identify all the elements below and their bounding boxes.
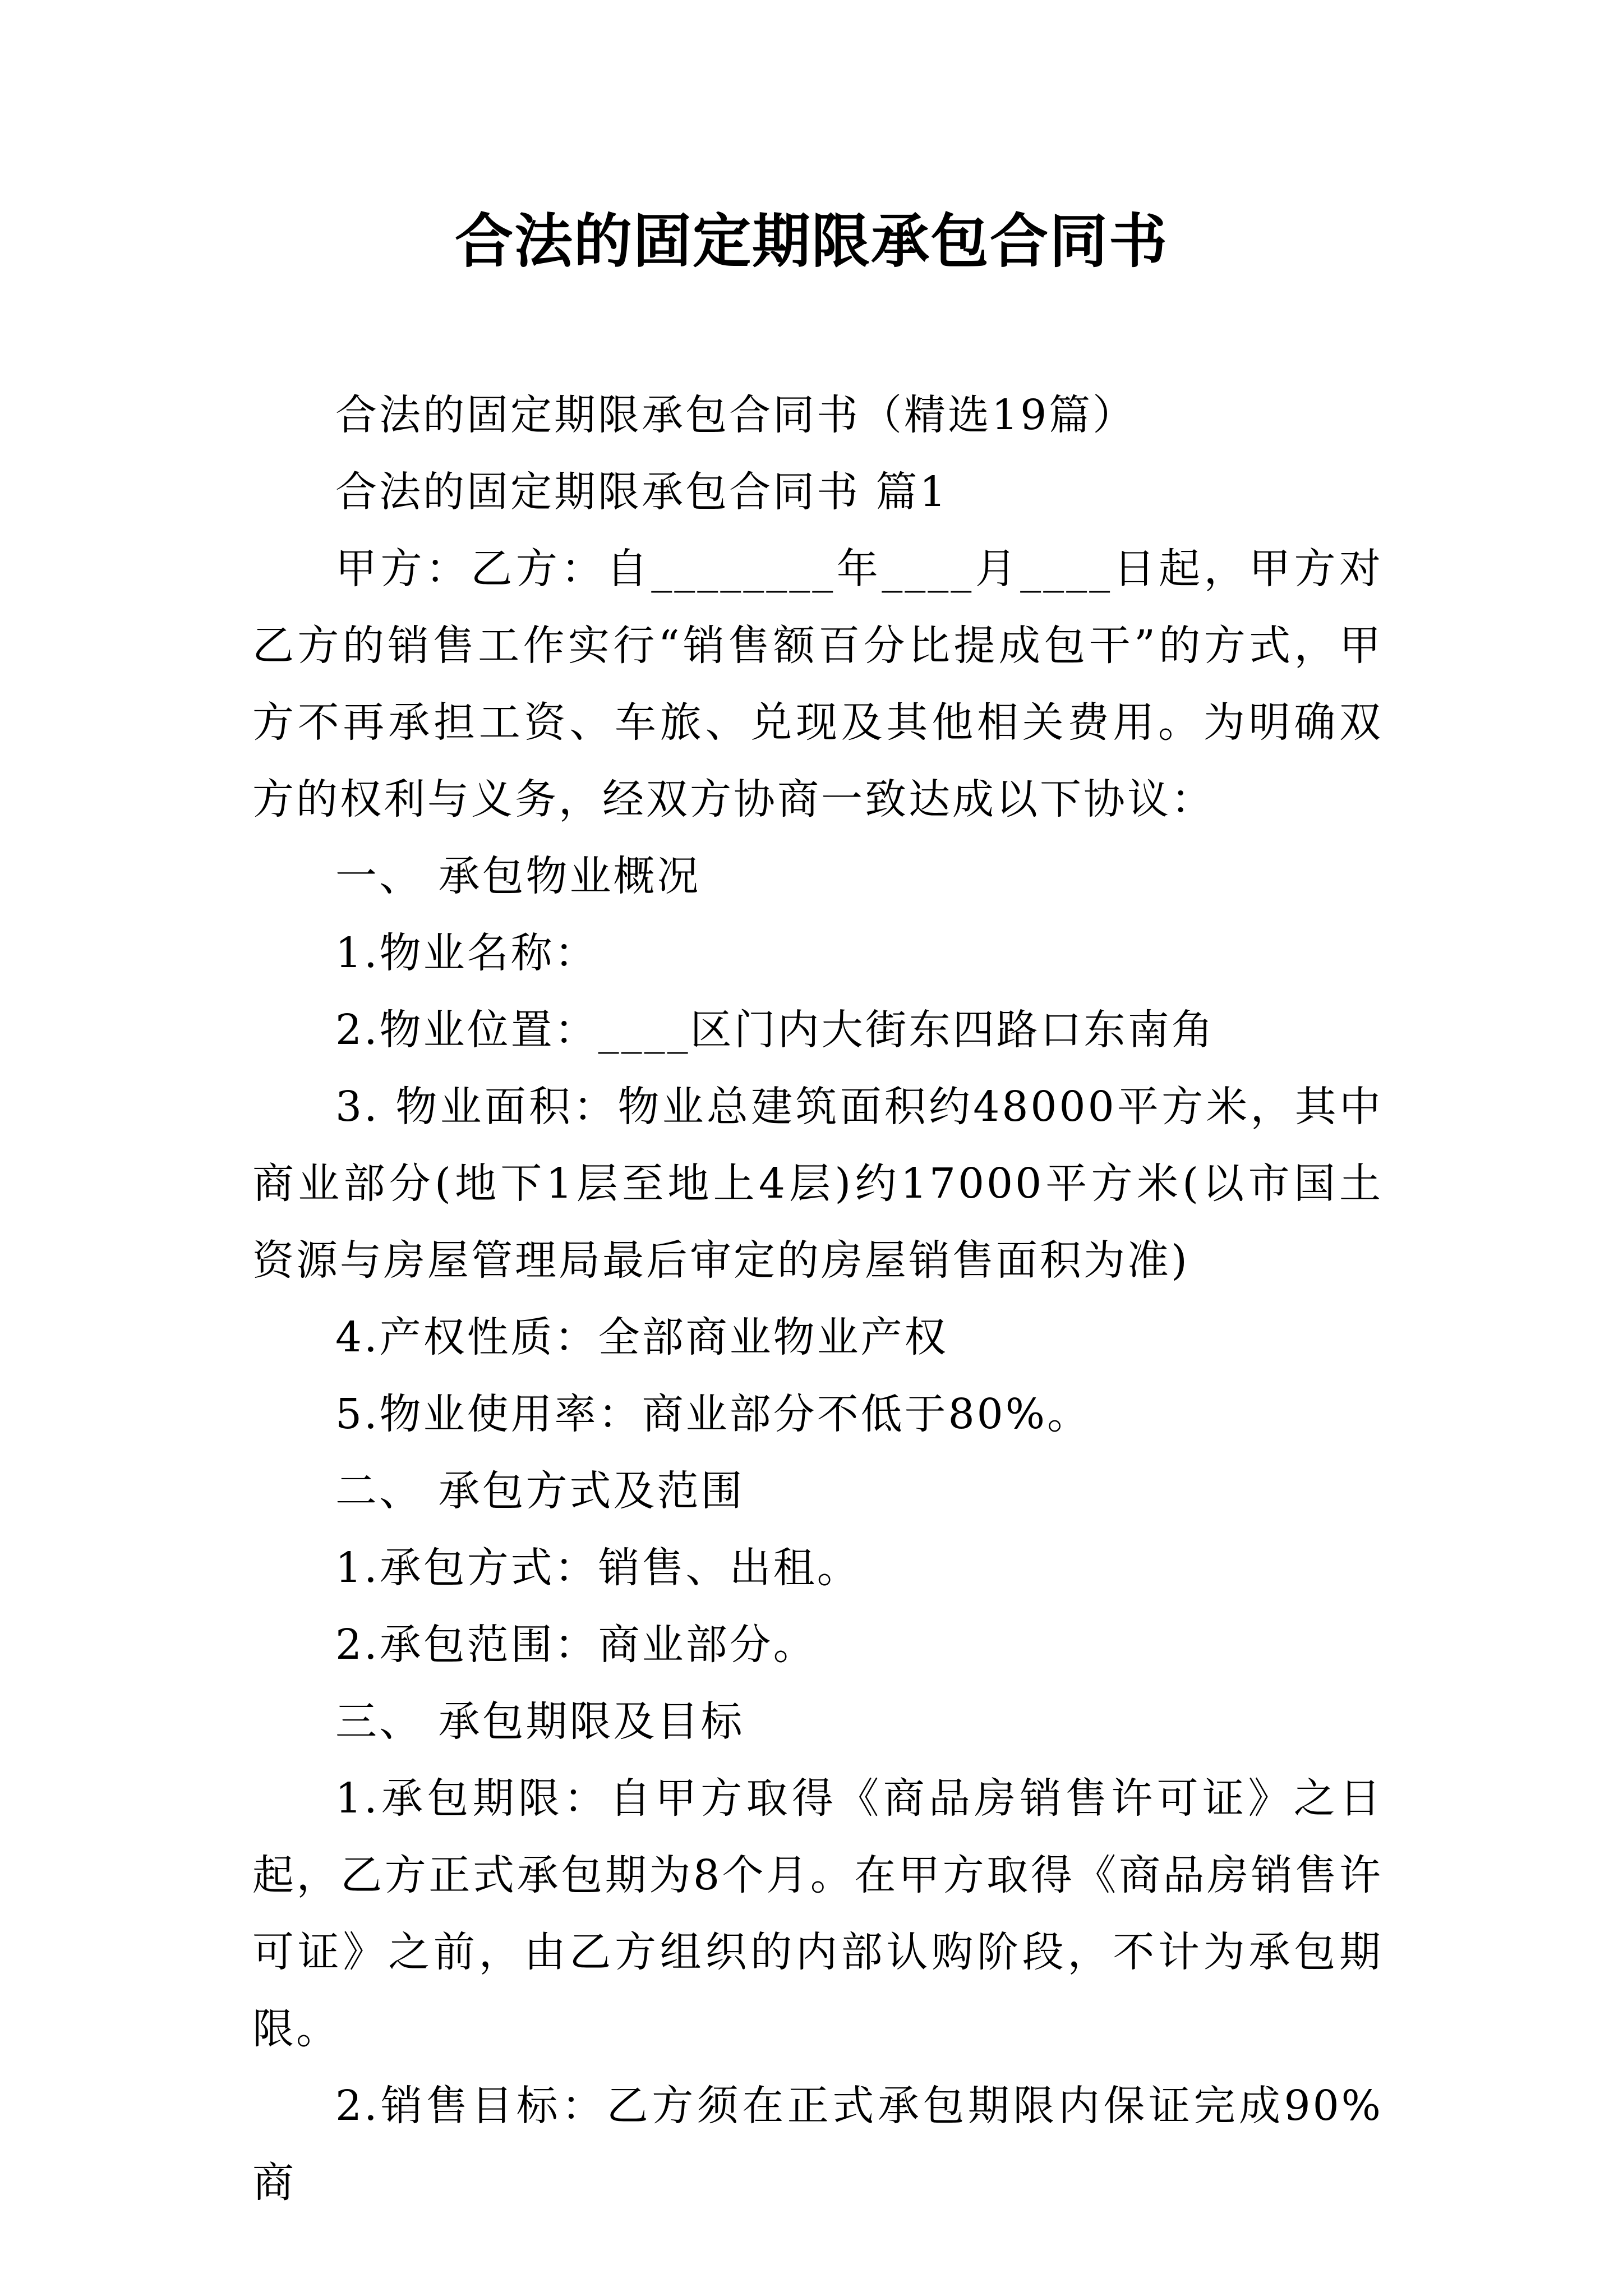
paragraph-heading: 二、 承包方式及范围 xyxy=(335,1467,745,1515)
paragraph: 2.承包范围：商业部分。 xyxy=(335,1621,817,1669)
paragraph-section-heading: 合法的固定期限承包合同书 篇1 xyxy=(335,468,948,516)
paragraph: 2.销售目标：乙方须在正式承包期限内保证完成90%商 xyxy=(252,2082,1383,2207)
paragraph: 1.承包期限：自甲方取得《商品房销售许可证》之日起，乙方正式承包期为8个月。在甲方取得《商品房销售许可证》之前，由乙方组织的内部认购阶段，不计为承包期限。 xyxy=(252,1774,1383,2053)
document-title: 合法的固定期限承包合同书 xyxy=(454,206,1168,275)
paragraph-subtitle: 合法的固定期限承包合同书（精选19篇） xyxy=(335,391,1137,439)
paragraph: 3. 物业面积：物业总建筑面积约48000平方米，其中商业部分(地下1层至地上4层)约17000平方米(以市国土资源与房屋管理局最后审定的房屋销售面积为准) xyxy=(252,1083,1383,1285)
paragraph-heading: 一、 承包物业概况 xyxy=(335,852,701,900)
paragraph-heading: 三、 承包期限及目标 xyxy=(335,1697,745,1746)
paragraph: 5.物业使用率：商业部分不低于80%。 xyxy=(335,1390,1091,1438)
paragraph: 甲方：乙方：自________年____月____日起，甲方对乙方的销售工作实行“销售额百分比提成包干”的方式，甲方不再承担工资、车旅、兑现及其他相关费用。为明确双方的权利与义务，经双方协商一致达成以下协议： xyxy=(252,545,1383,823)
paragraph: 4.产权性质：全部商业物业产权 xyxy=(335,1313,948,1361)
document-body xyxy=(252,377,1383,2221)
paragraph: 1.物业名称： xyxy=(335,929,598,977)
paragraph: 1.承包方式：销售、出租。 xyxy=(335,1544,861,1592)
paragraph: 2.物业位置：____区门内大街东四路口东南角 xyxy=(335,1006,1215,1054)
